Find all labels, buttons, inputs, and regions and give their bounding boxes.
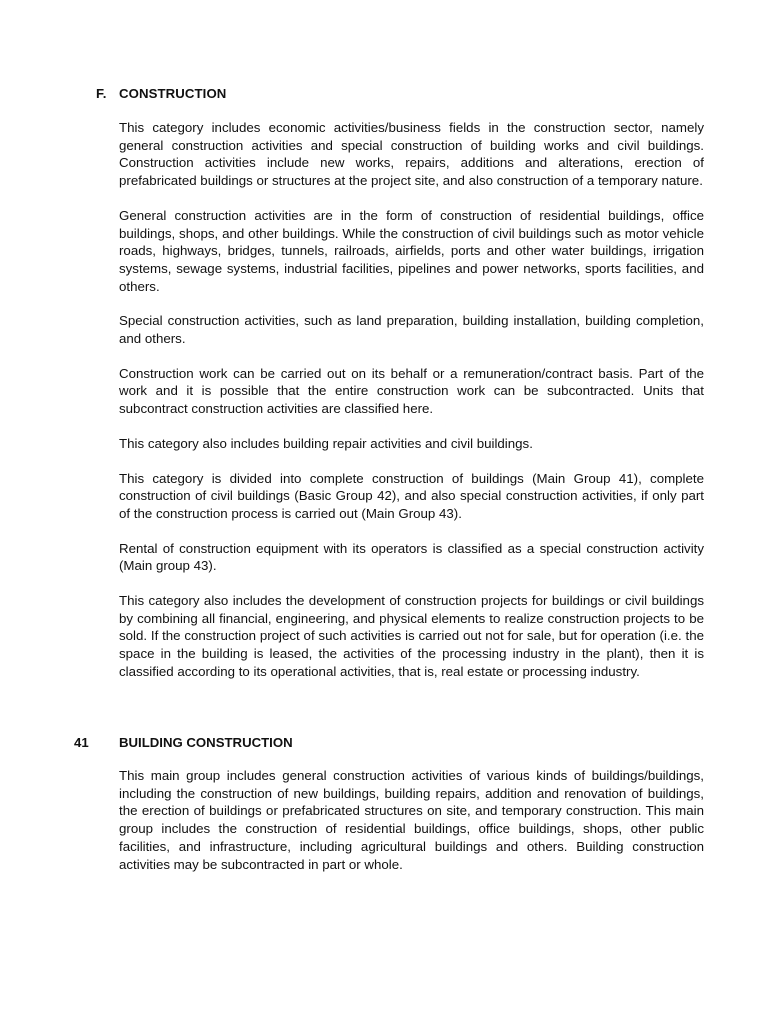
section-letter: F. [96,86,107,101]
paragraph: This category also includes the development of construction projects for buildings or civil buildings by combining all financial, engineering, and physical elements to realize construction projects to be sold. If the construction project of such activities is carried out not for sale, but for operation (i.e. the space in the building is leased, the activities of the processing industry in the plant), then it is classified according to its operational activities, that is, real estate or processing industry. [119,593,704,679]
paragraph: Special construction activities, such as land preparation, building installation, building completion, and others. [119,313,704,347]
group-body [119,767,704,890]
group-title: BUILDING CONSTRUCTION [119,735,293,750]
paragraph: This main group includes general construction activities of various kinds of buildings/buildings, including the construction of new buildings, building repairs, addition and renovation of buildings, the erection of buildings or prefabricated structures on site, and temporary construction. This main group includes the construction of residential buildings, office buildings, shops, other public facilities, and infrastructure, including agricultural buildings and others. Building construction activities may be subcontracted in part or whole. [119,768,704,872]
group-heading [74,734,293,751]
paragraph: Construction work can be carried out on its behalf or a remuneration/contract basis. Part of the work and it is possible that the entire construction work can be subcontracted. Units that subcontract construction activities are classified here. [119,365,704,417]
paragraph: This category is divided into complete construction of buildings (Main Group 41), complete construction of civil buildings (Basic Group 42), and also special construction activities, if only part of the construction process is carried out (Main Group 43). [119,470,704,521]
paragraph: General construction activities are in the form of construction of residential buildings, office buildings, shops, and other buildings. While the construction of civil buildings such as motor vehicle roads, highways, bridges, tunnels, railroads, airfields, ports and other water buildings, irrigation systems, sewage systems, industrial facilities, pipelines and power networks, sports facilities, and others. [119,207,704,294]
section-heading [96,85,226,102]
paragraph: Rental of construction equipment with its operators is classified as a special construction activity (Main group 43). [119,540,704,574]
section-title: CONSTRUCTION [119,86,227,101]
paragraph: This category includes economic activities/business fields in the construction sector, namely general construction activities and special construction of building works and civil buildings. Construction activities include new works, repairs, additions and alterations, erection of prefabricated buildings or structures at the project site, and also construction of a temporary nature. [119,120,704,189]
section-body [119,119,704,698]
group-number: 41 [74,735,89,750]
paragraph: This category also includes building repair activities and civil buildings. [119,435,533,451]
